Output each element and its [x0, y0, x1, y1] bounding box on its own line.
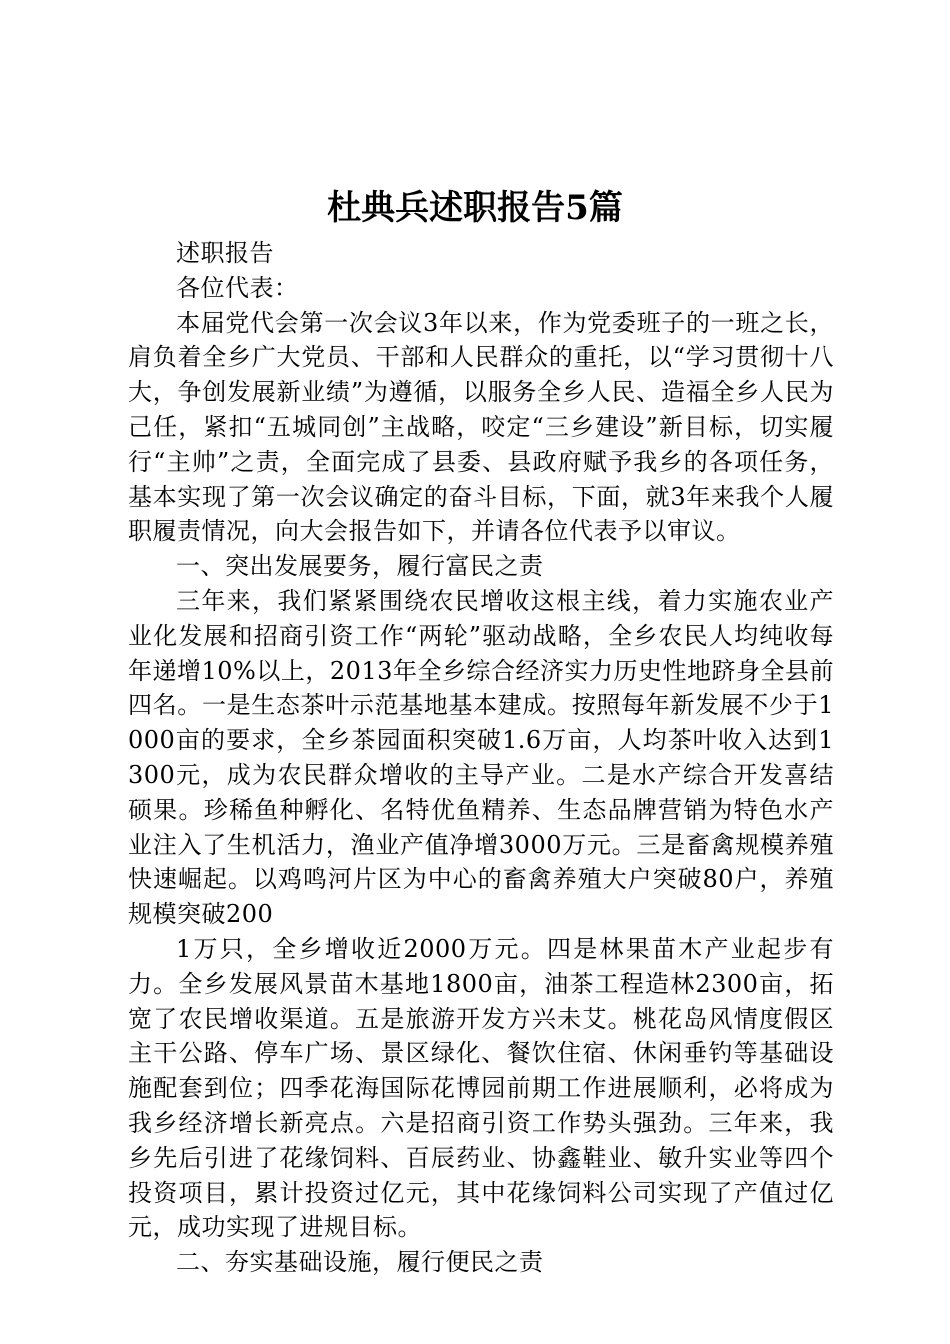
- paragraph-section-1-part-1: 三年来，我们紧紧围绕农民增收这根主线，着力实施农业产业化发展和招商引资工作“两轮”驱动战略，全乡农民人均纯收每年递增10%以上，2013年全乡综合经济实力历史性地跻身全县前四名。一是生态茶叶示范基地基本建成。按照每年新发展不少于1000亩的要求，全乡茶园面积突破1.6万亩，人均茶叶收入达到1300元，成为农民群众增收的主导产业。二是水产综合开发喜结硕果。珍稀鱼种孵化、名特优鱼精养、生态品牌营销为特色水产业注入了生机活力，渔业产值净增3000万元。三是畜禽规模养殖快速崛起。以鸡鸣河片区为中心的畜禽养殖大户突破80户，养殖规模突破200: [128, 586, 834, 929]
- paragraph-salutation: 各位代表：: [176, 273, 299, 302]
- paragraph-heading-report: 述职报告: [176, 239, 274, 267]
- paragraph-intro: 本届党代会第一次会议3年以来，作为党委班子的一班之长，肩负着全乡广大党员、干部和人民群众的重托，以“学习贯彻十八大，争创发展新业绩”为遵循，以服务全乡人民、造福全乡人民为己任，紧扣“五城同创”主战略，咬定“三乡建设”新目标，切实履行“主帅”之责，全面完成了县委、县政府赋予我乡的各项任务，基本实现了第一次会议确定的奋斗目标，下面，就3年来我个人履职履责情况，向大会报告如下，并请各位代表予以审议。: [128, 308, 834, 546]
- document-body: [128, 236, 834, 1280]
- section-heading-1: 一、突出发展要务，履行富民之责: [176, 552, 544, 581]
- document-title: 杜典兵述职报告5篇: [327, 188, 623, 228]
- section-heading-2: 二、夯实基础设施，履行便民之责: [176, 1248, 544, 1277]
- paragraph-section-1-part-2: 1万只，全乡增收近2000万元。四是林果苗木产业起步有力。全乡发展风景苗木基地1800亩，油茶工程造林2300亩，拓宽了农民增收渠道。五是旅游开发方兴未艾。桃花岛风情度假区主干公路、停车广场、景区绿化、餐饮住宿、休闲垂钓等基础设施配套到位；四季花海国际花博园前期工作进展顺利，必将成为我乡经济增长新亮点。六是招商引资工作势头强劲。三年来，我乡先后引进了花缘饲料、百辰药业、协鑫鞋业、敏升实业等四个投资项目，累计投资过亿元，其中花缘饲料公司实现了产值过亿元，成功实现了进规目标。: [128, 934, 834, 1242]
